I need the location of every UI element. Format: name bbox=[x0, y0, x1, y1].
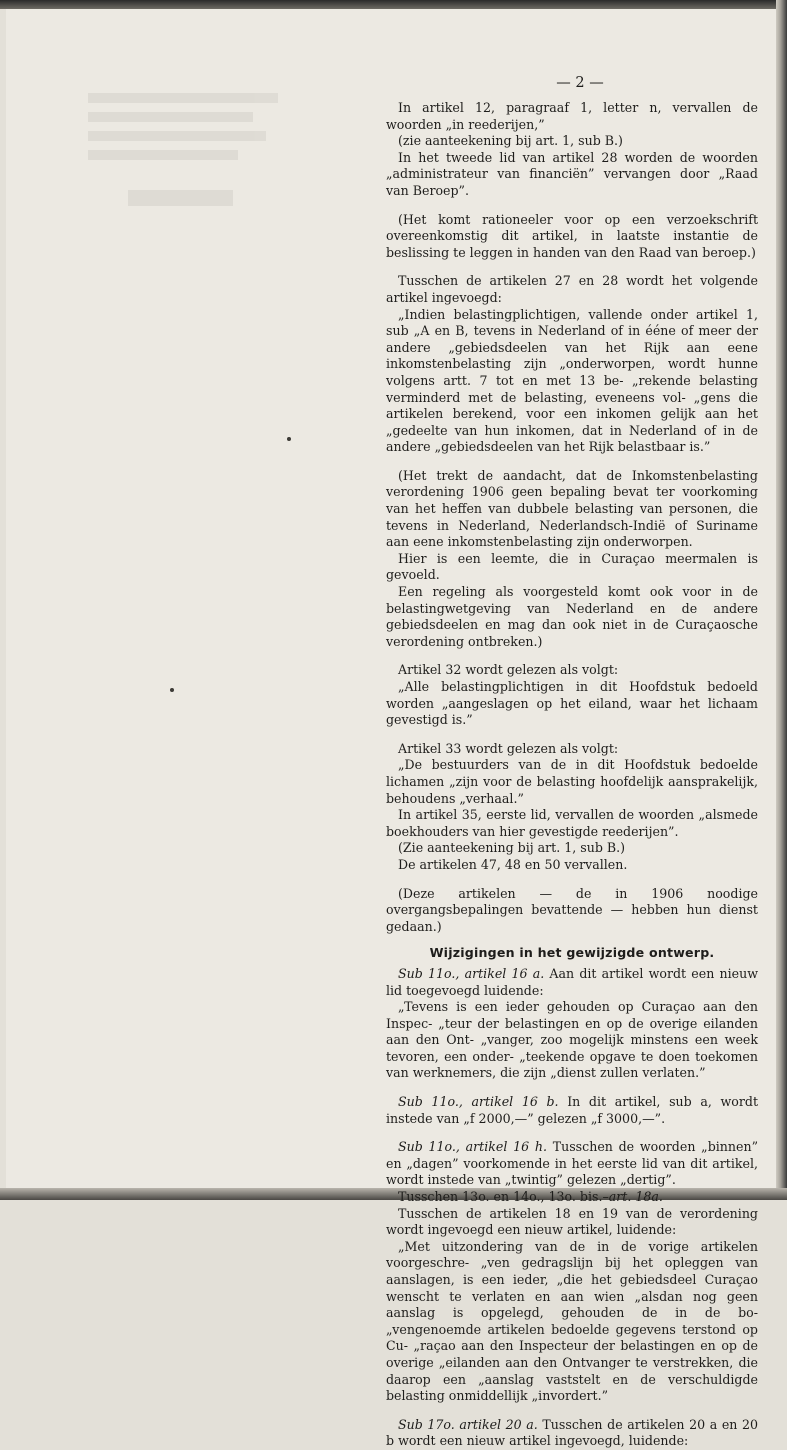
paragraph bbox=[386, 1239, 758, 1405]
paragraph bbox=[386, 307, 758, 456]
paragraph bbox=[386, 757, 758, 807]
paragraph bbox=[386, 1417, 758, 1450]
paragraph-text: Tusschen de woorden „binnen” en „dagen” voorkomende in het eerste lid van dit artikel, wordt instede van „twintig” gelezen „dertig”. bbox=[386, 1139, 759, 1188]
paragraph-text: Hier is een leemte, die in Curaçao meermalen is gevoeld. bbox=[386, 550, 758, 583]
paragraph bbox=[386, 999, 758, 1082]
paragraph-text: Een regeling als voorgesteld komt ook voor in de belastingwetgeving van Nederland en de andere gebiedsdeelen en mag dan ook niet in de Curaçaosche verordening ontbreken.) bbox=[386, 584, 758, 649]
paragraph bbox=[386, 273, 758, 306]
bleed-through-text bbox=[88, 93, 288, 263]
paragraph bbox=[386, 212, 758, 262]
text-column bbox=[386, 100, 758, 1450]
article-reference: Sub 11o., artikel 16 b. bbox=[398, 1094, 559, 1110]
paragraph-text: (Het trekt de aandacht, dat de Inkomstenbelasting verordening 1906 geen bepaling bevat ter voorkoming van het heffen van dubbele belasting van personen, die tevens in Nederland, Nederlandsch-Indië of Suriname aan eene inkomstenbelasting zijn onderworpen. bbox=[386, 467, 758, 550]
paragraph bbox=[386, 662, 758, 679]
paragraph-text: Aan dit artikel wordt een nieuw lid toegevoegd luidende: bbox=[386, 965, 758, 998]
paragraph-text: (zie aanteekening bij art. 1, sub B.) bbox=[398, 133, 623, 149]
page-number: — 2 — bbox=[556, 75, 604, 91]
paragraph-text: Tusschen de artikelen 27 en 28 wordt het volgende artikel ingevoegd: bbox=[386, 273, 758, 305]
paragraph-text: „Alle belastingplichtigen in dit Hoofdstuk bedoeld worden „aangeslagen op het eiland, waar het lichaam gevestigd is.” bbox=[386, 679, 758, 728]
scan-edge-top bbox=[0, 0, 787, 9]
paragraph bbox=[386, 807, 758, 840]
article-reference: Sub 11o., artikel 16 h. bbox=[398, 1139, 547, 1155]
paragraph-text: De artikelen 47, 48 en 50 vervallen. bbox=[398, 856, 628, 872]
paragraph-text: In artikel 12, paragraaf 1, letter n, vervallen de woorden „in reederijen,” bbox=[386, 100, 758, 132]
paragraph-text: In het tweede lid van artikel 28 worden de woorden „administrateur van financiën” vervangen door „Raad van Beroep”. bbox=[386, 149, 758, 198]
paragraph bbox=[386, 840, 758, 857]
paragraph bbox=[386, 150, 758, 200]
paragraph-group-2 bbox=[386, 966, 758, 1450]
paragraph-text: Tusschen de artikelen 18 en 19 van de verordening wordt ingevoegd een nieuw artikel, luidende: bbox=[386, 1205, 758, 1238]
paragraph-text: Artikel 32 wordt gelezen als volgt: bbox=[398, 662, 619, 678]
article-reference: art. 18a. bbox=[608, 1189, 663, 1205]
punch-mark bbox=[170, 688, 174, 692]
paragraph-text: In artikel 35, eerste lid, vervallen de woorden „alsmede boekhouders van hier gevestigde reederijen”. bbox=[386, 807, 758, 839]
paragraph-text: Tusschen 13o. en 14o., 13o. bis.– bbox=[398, 1189, 609, 1205]
paragraph bbox=[386, 741, 758, 758]
paragraph bbox=[386, 551, 758, 584]
paragraph bbox=[386, 1139, 758, 1189]
paragraph-text: (Deze artikelen — de in 1906 noodige overgangsbepalingen bevattende — hebben hun dienst gedaan.) bbox=[386, 885, 758, 934]
paragraph bbox=[386, 100, 758, 133]
paragraph bbox=[386, 886, 758, 936]
paragraph bbox=[386, 1189, 758, 1206]
paragraph-text: „Met uitzondering van de in de vorige artikelen voorgeschre- „ven gedragslijn bij het opleggen van aanslagen, is een ieder, „die het gebiedsdeel Curaçao wenscht te verlaten en aan wien „alsdan nog geen aanslag is opgelegd, gehouden de in de bo- „vengenoemde artikelen bedoelde gegevens terstond op Cu- „raçao aan den Inspecteur der belastingen en op de overige „eilanden aan den Ontvanger te verstrekken, die daarop een „aanslag vaststelt en de verschuldigde belasting onmiddellijk „invordert.” bbox=[386, 1238, 758, 1404]
paragraph bbox=[386, 584, 758, 650]
paragraph-group-1 bbox=[386, 100, 758, 935]
paragraph-text: Artikel 33 wordt gelezen als volgt: bbox=[398, 740, 619, 756]
paragraph bbox=[386, 966, 758, 999]
section-heading: Wijzigingen in het gewijzigde ontwerp. bbox=[429, 945, 715, 961]
article-reference: Sub 17o. artikel 20 a. bbox=[398, 1416, 538, 1432]
paragraph-text: (Het komt rationeeler voor op een verzoekschrift overeenkomstig dit artikel, in laatste instantie de beslissing te leggen in handen van den Raad van beroep.) bbox=[386, 211, 758, 260]
paragraph-text: „Tevens is een ieder gehouden op Curaçao aan den Inspec- „teur der belastingen en op de overige eilanden aan den Ont- „vanger, zoo mogelijk minstens een week tevoren, een onder- „teekende opgave te doen toekomen van werknemers, die zijn „dienst zullen verlaten.” bbox=[386, 999, 758, 1081]
paragraph bbox=[386, 1094, 758, 1127]
paragraph-text: „Indien belastingplichtigen, vallende onder artikel 1, sub „A en B, tevens in Nederland of in ééne of meer der andere „gebiedsdeelen van het Rijk aan eene inkomstenbelasting zijn „onderworpen, wordt hunne volgens artt. 7 tot en met 13 be- „rekende belasting verminderd met de belasting, eveneens vol- „gens die artikelen berekend, voor een inkomen gelijk aan het „gedeelte van hun inkomen, dat in Nederland of in de andere „gebiedsdeelen van het Rijk belastbaar is.” bbox=[386, 306, 758, 455]
paragraph bbox=[386, 1206, 758, 1239]
scan-edge-right bbox=[776, 0, 787, 1200]
paragraph bbox=[386, 679, 758, 729]
article-reference: Sub 11o., artikel 16 a. bbox=[398, 965, 545, 981]
paragraph-text: Tusschen de artikelen 20 a en 20 b wordt een nieuw artikel ingevoegd, luidende: bbox=[386, 1416, 758, 1449]
paragraph-text: „De bestuurders van de in dit Hoofdstuk bedoelde lichamen „zijn voor de belasting hoofdelijk aansprakelijk, behoudens „verhaal.” bbox=[386, 757, 758, 806]
paragraph bbox=[386, 857, 758, 874]
paragraph-text: (Zie aanteekening bij art. 1, sub B.) bbox=[398, 840, 626, 856]
paragraph-text: In dit artikel, sub a, wordt instede van „f 2000,—” gelezen „f 3000,—”. bbox=[386, 1094, 758, 1126]
paragraph bbox=[386, 468, 758, 551]
punch-mark bbox=[287, 437, 291, 441]
paragraph bbox=[386, 133, 758, 150]
